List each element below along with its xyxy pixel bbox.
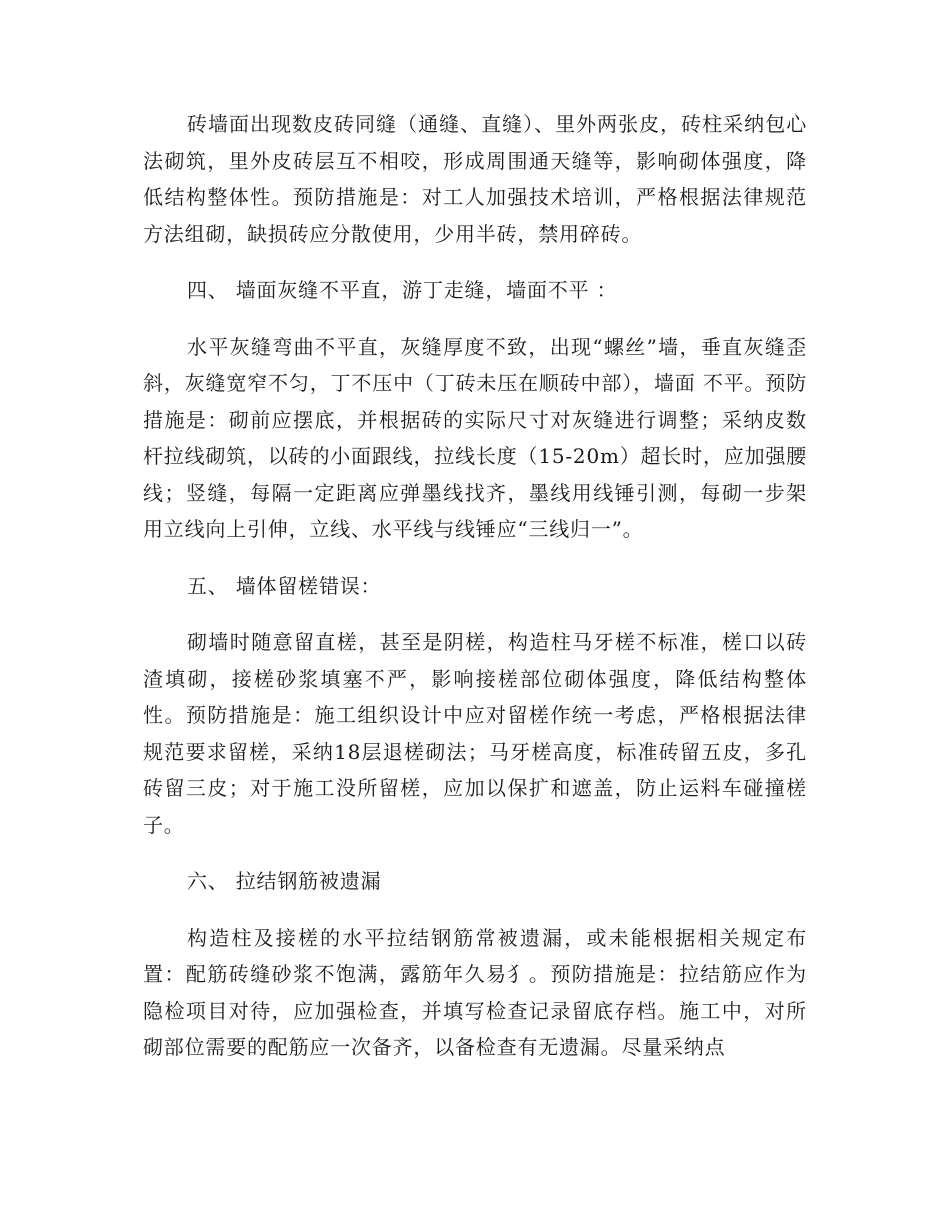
paragraph-gap <box>143 843 807 863</box>
document-body <box>143 106 807 1066</box>
paragraph-brick-joints: 砖墙面出现数皮砖同缝（通缝、直缝）、里外两张皮，砖柱采纳包心法砌筑，里外皮砖层互不相咬，形成周围通天缝等，影响砌体强度，降低结构整体性。预防措施是：对工人加强技术培训，严格根据法律规范方法组砌，缺损砖应分散使用，少用半砖，禁用碎砖。 <box>143 112 807 246</box>
paragraph-tie-bars: 构造柱及接槎的水平拉结钢筋常被遗漏，或未能根据相关规定布置：配筋砖缝砂浆不饱满，露筋年久易犭。预防措施是：拉结筋应作为隐检项目对待，应加强检查，并填写检查记录留底存档。施工中，对所砌部位需要的配筋应一次备齐，以备检查有无遗漏。尽量采纳点 <box>143 925 807 1059</box>
paragraph-gap <box>143 604 807 624</box>
paragraph-gap <box>143 309 807 329</box>
heading-section-5: 五、 墙体留槎错误： <box>187 573 382 598</box>
paragraph-gap <box>143 548 807 568</box>
heading-section-6: 六、 拉结钢筋被遗漏 <box>187 869 382 893</box>
paragraph-mortar-joints: 水平灰缝弯曲不平直，灰缝厚度不致，出现“螺丝”墙，垂直灰缝歪斜，灰缝宽窄不匀，丁不压中（丁砖未压在顺砖中部），墙面 不平。预防措施是：砌前应摆底，并根据砖的实际尺寸对灰缝进行调整；采纳皮数杆拉线砌筑，以砖的小面跟线，拉线长度（15-20m）超长时，应加强腰线；竖缝，每隔一定距离应弹墨线找齐，墨线用线锤引测，每砌一步架用立线向上引伸，立线、水平线与线锤应“三线归一”。 <box>143 334 807 541</box>
paragraph-gap <box>143 900 807 920</box>
paragraph-gap <box>143 252 807 272</box>
paragraph-toothing: 砌墙时随意留直槎，甚至是阴槎，构造柱马牙槎不标准，槎口以砖渣填砌，接槎砂浆填塞不严，影响接槎部位砌体强度，降低结构整体性。预防措施是：施工组织设计中应对留槎作统一考虑，严格根据法律规范要求留槎，采纳18层退槎砌法；马牙槎高度，标准砖留五皮，多孔砖留三皮；对于施工没所留槎，应加以保扩和遮盖，防止运料车碰撞槎子。 <box>143 630 807 837</box>
heading-section-4: 四、 墙面灰缝不平直，游丁走缝，墙面不平 ： <box>187 278 618 302</box>
